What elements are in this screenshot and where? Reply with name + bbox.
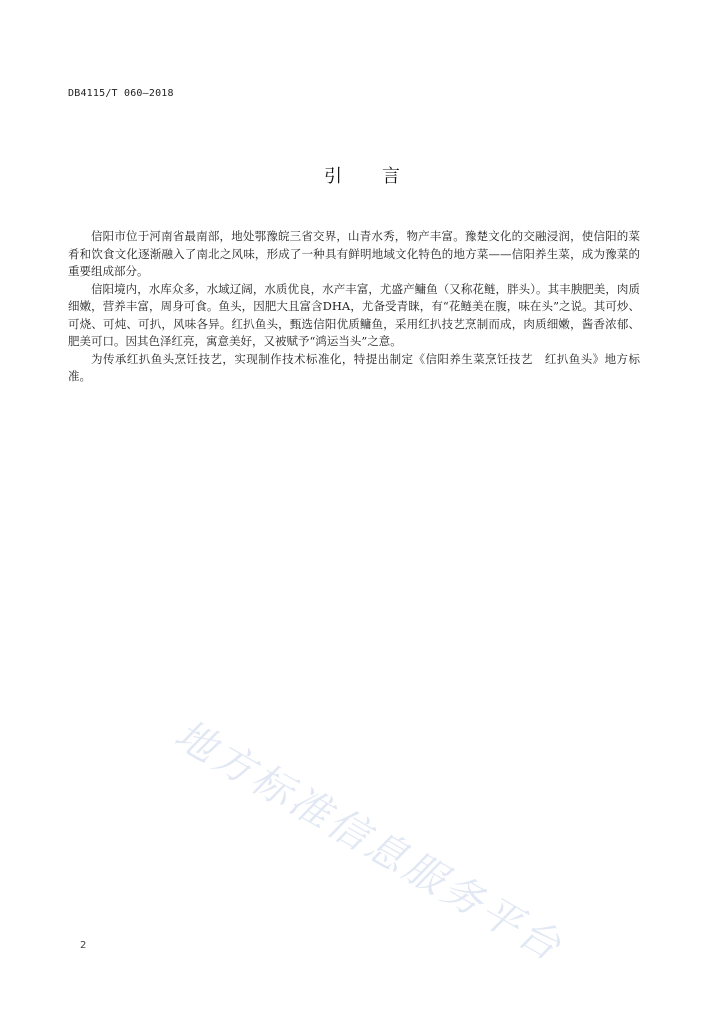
document-code: DB4115/T 060—2018 xyxy=(68,88,174,99)
paragraph-2: 信阳境内，水库众多，水域辽阔，水质优良，水产丰富，尤盛产鳙鱼（又称花鲢，胖头）。其丰腴肥美，肉质细嫩，营养丰富，周身可食。鱼头，因肥大且富含DHA，尤备受青睐，有“花鲢美在腹，味在头”之说。其可炒、可烧、可炖、可扒，风味各异。红扒鱼头，甄选信阳优质鳙鱼，采用红扒技艺烹制而成，肉质细嫩，酱香浓郁、肥美可口。因其色泽红亮，寓意美好，又被赋予“鸿运当头”之意。 xyxy=(68,281,640,348)
introduction-body xyxy=(68,228,640,386)
paragraph-3: 为传承红扒鱼头烹饪技艺，实现制作技术标准化，特提出制定《信阳养生菜烹饪技艺 红扒鱼头》地方标准。 xyxy=(68,351,640,383)
paragraph-1: 信阳市位于河南省最南部，地处鄂豫皖三省交界，山青水秀，物产丰富。豫楚文化的交融浸润，使信阳的菜肴和饮食文化逐渐融入了南北之风味，形成了一种具有鲜明地域文化特色的地方菜——信阳养生菜，成为豫菜的重要组成部分。 xyxy=(68,229,640,278)
page-title xyxy=(0,162,724,188)
page-number: 2 xyxy=(80,940,87,951)
watermark: 地方标准信息服务平台 xyxy=(166,711,571,972)
title-char-2: 言 xyxy=(382,166,400,187)
title-char-1: 引 xyxy=(324,166,342,187)
